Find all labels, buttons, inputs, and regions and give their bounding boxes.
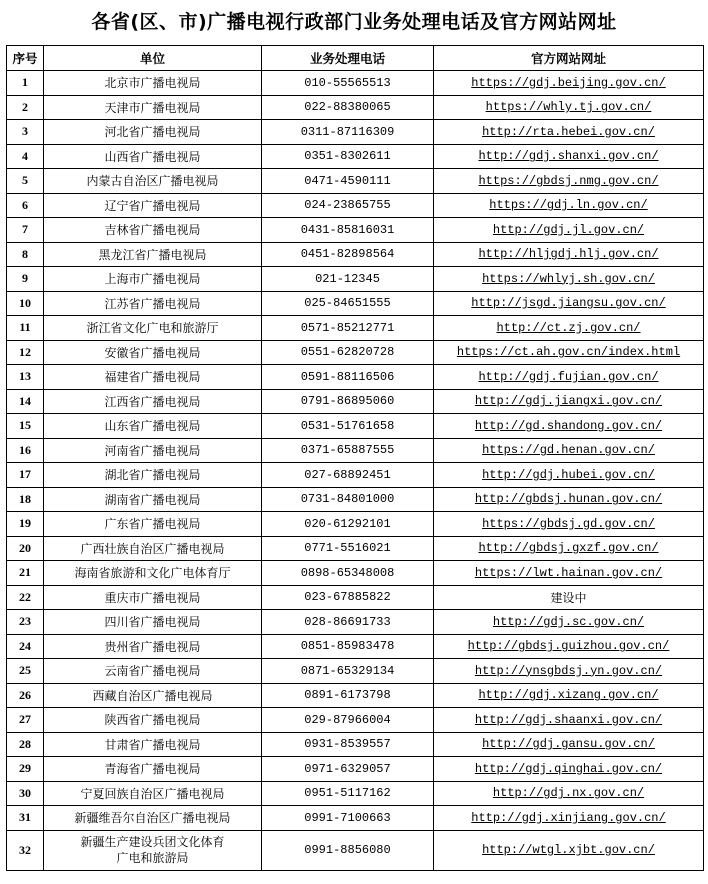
row-phone: 023-67885822 — [262, 585, 434, 610]
row-unit: 广西壮族自治区广播电视局 — [44, 536, 262, 561]
website-link[interactable]: https://whlyj.sh.gov.cn/ — [482, 271, 655, 286]
website-link[interactable]: https://lwt.hainan.gov.cn/ — [474, 565, 663, 580]
row-index: 30 — [7, 781, 44, 806]
row-index: 20 — [7, 536, 44, 561]
row-unit: 北京市广播电视局 — [44, 71, 262, 96]
row-website — [434, 365, 704, 390]
website-link[interactable]: http://gdj.jl.gov.cn/ — [492, 222, 645, 237]
row-phone: 0771-5516021 — [262, 536, 434, 561]
row-website — [434, 781, 704, 806]
website-link[interactable]: http://hljgdj.hlj.gov.cn/ — [478, 247, 659, 262]
table-row — [7, 634, 704, 659]
row-index: 32 — [7, 830, 44, 870]
row-phone: 0451-82898564 — [262, 242, 434, 267]
row-index: 4 — [7, 144, 44, 169]
row-website — [434, 438, 704, 463]
row-phone: 0371-65887555 — [262, 438, 434, 463]
row-index: 28 — [7, 732, 44, 757]
row-index: 15 — [7, 414, 44, 439]
row-unit: 贵州省广播电视局 — [44, 634, 262, 659]
row-index: 10 — [7, 291, 44, 316]
table-row — [7, 291, 704, 316]
website-link[interactable]: http://gdj.xizang.gov.cn/ — [478, 688, 659, 703]
row-unit: 江西省广播电视局 — [44, 389, 262, 414]
row-website — [434, 512, 704, 537]
row-unit: 云南省广播电视局 — [44, 659, 262, 684]
table-row — [7, 585, 704, 610]
row-unit: 吉林省广播电视局 — [44, 218, 262, 243]
row-index: 16 — [7, 438, 44, 463]
row-unit: 青海省广播电视局 — [44, 757, 262, 782]
row-unit: 甘肃省广播电视局 — [44, 732, 262, 757]
table-row — [7, 610, 704, 635]
row-website — [434, 487, 704, 512]
row-website — [434, 610, 704, 635]
row-phone: 029-87966004 — [262, 708, 434, 733]
row-phone: 0991-8856080 — [262, 830, 434, 870]
table-row — [7, 365, 704, 390]
row-phone: 0791-86895060 — [262, 389, 434, 414]
row-index: 21 — [7, 561, 44, 586]
table-header-row — [7, 46, 704, 71]
row-unit: 河南省广播电视局 — [44, 438, 262, 463]
table-row — [7, 438, 704, 463]
row-index: 3 — [7, 120, 44, 145]
website-link[interactable]: http://gdj.shaanxi.gov.cn/ — [474, 712, 663, 727]
website-link[interactable]: https://gbdsj.nmg.gov.cn/ — [478, 173, 659, 188]
row-phone: 024-23865755 — [262, 193, 434, 218]
row-unit: 河北省广播电视局 — [44, 120, 262, 145]
row-phone: 0971-6329057 — [262, 757, 434, 782]
row-index: 29 — [7, 757, 44, 782]
website-link[interactable]: http://ynsgbdsj.yn.gov.cn/ — [474, 663, 663, 678]
row-index: 27 — [7, 708, 44, 733]
row-index: 14 — [7, 389, 44, 414]
row-phone: 021-12345 — [262, 267, 434, 292]
row-unit: 海南省旅游和文化广电体育厅 — [44, 561, 262, 586]
row-index: 1 — [7, 71, 44, 96]
row-phone: 022-88380065 — [262, 95, 434, 120]
row-phone: 0311-87116309 — [262, 120, 434, 145]
row-index: 8 — [7, 242, 44, 267]
row-phone: 0431-85816031 — [262, 218, 434, 243]
row-website — [434, 757, 704, 782]
row-phone: 0951-5117162 — [262, 781, 434, 806]
website-link[interactable]: http://gdj.qinghai.gov.cn/ — [474, 761, 663, 776]
row-index: 24 — [7, 634, 44, 659]
table-row — [7, 708, 704, 733]
row-phone: 0991-7100663 — [262, 806, 434, 831]
row-unit-line: 广电和旅游局 — [116, 851, 189, 865]
row-unit: 辽宁省广播电视局 — [44, 193, 262, 218]
website-link[interactable]: http://jsgd.jiangsu.gov.cn/ — [471, 296, 666, 311]
table-row — [7, 218, 704, 243]
table-row — [7, 683, 704, 708]
row-phone: 0898-65348008 — [262, 561, 434, 586]
website-link[interactable]: https://ct.ah.gov.cn/index.html — [456, 345, 681, 360]
table-row — [7, 144, 704, 169]
row-website — [434, 634, 704, 659]
row-phone: 028-86691733 — [262, 610, 434, 635]
row-index: 5 — [7, 169, 44, 194]
table-row — [7, 267, 704, 292]
table-row — [7, 781, 704, 806]
row-unit: 天津市广播电视局 — [44, 95, 262, 120]
row-unit: 四川省广播电视局 — [44, 610, 262, 635]
row-unit: 江苏省广播电视局 — [44, 291, 262, 316]
row-phone: 0531-51761658 — [262, 414, 434, 439]
row-phone: 0551-62820728 — [262, 340, 434, 365]
table-row — [7, 169, 704, 194]
website-link[interactable]: http://gd.shandong.gov.cn/ — [474, 418, 663, 433]
table-row — [7, 659, 704, 684]
row-unit: 山东省广播电视局 — [44, 414, 262, 439]
row-index: 2 — [7, 95, 44, 120]
row-index: 6 — [7, 193, 44, 218]
website-link[interactable]: http://gdj.shanxi.gov.cn/ — [478, 149, 659, 164]
table-row — [7, 120, 704, 145]
row-index: 18 — [7, 487, 44, 512]
row-unit: 湖北省广播电视局 — [44, 463, 262, 488]
website-link[interactable]: http://gdj.gansu.gov.cn/ — [482, 737, 655, 752]
website-link[interactable]: http://rta.hebei.gov.cn/ — [482, 124, 655, 139]
row-phone: 0731-84801000 — [262, 487, 434, 512]
row-website — [434, 218, 704, 243]
row-unit: 西藏自治区广播电视局 — [44, 683, 262, 708]
row-website — [434, 414, 704, 439]
website-link[interactable]: http://gdj.sc.gov.cn/ — [492, 614, 645, 629]
website-link[interactable]: http://gbdsj.guizhou.gov.cn/ — [467, 639, 670, 654]
row-website — [434, 585, 704, 610]
website-link[interactable]: http://gdj.nx.gov.cn/ — [492, 786, 645, 801]
row-unit: 宁夏回族自治区广播电视局 — [44, 781, 262, 806]
website-link[interactable]: http://wtgl.xjbt.gov.cn/ — [482, 843, 655, 857]
row-index: 26 — [7, 683, 44, 708]
row-website — [434, 267, 704, 292]
header-website: 官方网站网址 — [434, 46, 704, 71]
website-link[interactable]: http://gbdsj.gxzf.gov.cn/ — [478, 541, 659, 556]
row-website — [434, 291, 704, 316]
row-phone: 0471-4590111 — [262, 169, 434, 194]
table-row — [7, 536, 704, 561]
table-row — [7, 561, 704, 586]
row-website — [434, 340, 704, 365]
row-unit: 湖南省广播电视局 — [44, 487, 262, 512]
website-link[interactable]: https://gbdsj.gd.gov.cn/ — [482, 516, 655, 531]
row-phone: 0571-85212771 — [262, 316, 434, 341]
website-link[interactable]: https://whly.tj.gov.cn/ — [485, 100, 652, 115]
row-phone: 025-84651555 — [262, 291, 434, 316]
row-unit: 重庆市广播电视局 — [44, 585, 262, 610]
row-website — [434, 732, 704, 757]
row-website — [434, 830, 704, 870]
row-website — [434, 536, 704, 561]
row-unit: 浙江省文化广电和旅游厅 — [44, 316, 262, 341]
table-row — [7, 732, 704, 757]
row-unit: 黑龙江省广播电视局 — [44, 242, 262, 267]
row-phone: 027-68892451 — [262, 463, 434, 488]
row-unit: 山西省广播电视局 — [44, 144, 262, 169]
header-unit: 单位 — [44, 46, 262, 71]
row-phone: 0851-85983478 — [262, 634, 434, 659]
header-phone: 业务处理电话 — [262, 46, 434, 71]
website-link[interactable]: http://gdj.hubei.gov.cn/ — [482, 467, 655, 482]
table-row — [7, 757, 704, 782]
row-website — [434, 659, 704, 684]
row-phone: 0871-65329134 — [262, 659, 434, 684]
table-row — [7, 414, 704, 439]
row-unit: 上海市广播电视局 — [44, 267, 262, 292]
contact-table — [6, 45, 704, 871]
website-link[interactable]: http://gdj.fujian.gov.cn/ — [478, 369, 659, 384]
row-unit: 广东省广播电视局 — [44, 512, 262, 537]
row-index: 23 — [7, 610, 44, 635]
row-website — [434, 120, 704, 145]
table-body — [7, 71, 704, 871]
row-unit — [44, 830, 262, 870]
website-link[interactable]: https://gd.henan.gov.cn/ — [482, 443, 655, 458]
header-index: 序号 — [7, 46, 44, 71]
table-row — [7, 512, 704, 537]
table-row — [7, 340, 704, 365]
table-row — [7, 193, 704, 218]
row-index: 11 — [7, 316, 44, 341]
website-link[interactable]: https://gdj.ln.gov.cn/ — [489, 198, 648, 213]
row-index: 7 — [7, 218, 44, 243]
row-website — [434, 463, 704, 488]
row-phone: 0931-8539557 — [262, 732, 434, 757]
website-link[interactable]: https://gdj.beijing.gov.cn/ — [471, 75, 666, 90]
row-website — [434, 144, 704, 169]
row-website — [434, 708, 704, 733]
row-index: 9 — [7, 267, 44, 292]
row-website — [434, 316, 704, 341]
page-title: 各省(区、市)广播电视行政部门业务处理电话及官方网站网址 — [91, 11, 617, 33]
row-phone: 0351-8302611 — [262, 144, 434, 169]
row-unit: 安徽省广播电视局 — [44, 340, 262, 365]
website-link[interactable]: http://ct.zj.gov.cn/ — [496, 320, 641, 335]
row-index: 17 — [7, 463, 44, 488]
website-link[interactable]: http://gdj.jiangxi.gov.cn/ — [474, 394, 663, 409]
row-phone: 0591-88116506 — [262, 365, 434, 390]
row-website — [434, 95, 704, 120]
row-unit: 陕西省广播电视局 — [44, 708, 262, 733]
row-website — [434, 806, 704, 831]
row-unit-line: 新疆生产建设兵团文化体育 — [80, 835, 225, 849]
table-row — [7, 95, 704, 120]
row-website — [434, 169, 704, 194]
row-website — [434, 193, 704, 218]
row-index: 12 — [7, 340, 44, 365]
row-website — [434, 71, 704, 96]
row-index: 13 — [7, 365, 44, 390]
table-row — [7, 463, 704, 488]
row-index: 22 — [7, 585, 44, 610]
row-unit: 内蒙古自治区广播电视局 — [44, 169, 262, 194]
row-website — [434, 683, 704, 708]
table-row — [7, 71, 704, 96]
row-phone: 0891-6173798 — [262, 683, 434, 708]
row-website — [434, 561, 704, 586]
row-phone: 020-61292101 — [262, 512, 434, 537]
row-website — [434, 389, 704, 414]
row-website — [434, 242, 704, 267]
row-unit: 新疆维吾尔自治区广播电视局 — [44, 806, 262, 831]
row-index: 31 — [7, 806, 44, 831]
row-phone: 010-55565513 — [262, 71, 434, 96]
row-index: 25 — [7, 659, 44, 684]
table-row — [7, 389, 704, 414]
website-link[interactable]: http://gbdsj.hunan.gov.cn/ — [474, 492, 663, 507]
table-row — [7, 830, 704, 870]
table-row — [7, 316, 704, 341]
table-row — [7, 806, 704, 831]
row-unit: 福建省广播电视局 — [44, 365, 262, 390]
website-link[interactable]: http://gdj.xinjiang.gov.cn/ — [471, 810, 666, 825]
table-row — [7, 487, 704, 512]
row-index: 19 — [7, 512, 44, 537]
table-row — [7, 242, 704, 267]
website-status: 建设中 — [550, 590, 587, 605]
